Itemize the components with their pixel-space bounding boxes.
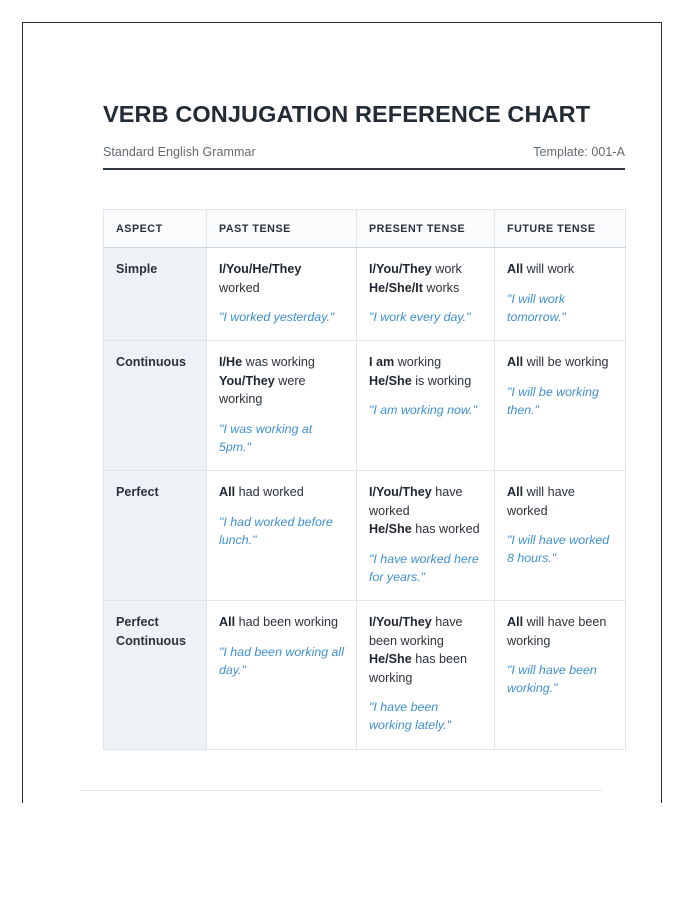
form-subject: I am xyxy=(369,355,395,370)
form-verb: will have been working xyxy=(507,615,607,648)
conjugation-form xyxy=(369,650,482,687)
example-sentence: "I had been working all day." xyxy=(219,644,344,677)
conjugation-form xyxy=(219,260,344,297)
conjugation-cell-past xyxy=(207,601,357,749)
document-meta-row xyxy=(103,145,625,170)
conjugation-table xyxy=(103,209,626,750)
table-row xyxy=(104,471,626,601)
example-sentence: "I had worked before lunch." xyxy=(219,514,333,547)
conjugation-form xyxy=(219,483,344,502)
form-verb: will work xyxy=(526,262,575,277)
aspect-label: Perfect Continuous xyxy=(104,601,207,749)
document-content xyxy=(103,101,625,750)
form-subject: He/She xyxy=(369,373,412,388)
form-verb: were working xyxy=(219,373,306,407)
form-verb: had worked xyxy=(238,485,304,500)
form-subject: I/You/They xyxy=(369,615,432,630)
table-row xyxy=(104,248,626,341)
conjugation-form xyxy=(369,372,482,391)
conjugation-cell-present xyxy=(357,601,495,749)
conjugation-forms xyxy=(369,353,482,390)
form-verb: is working xyxy=(415,373,472,388)
column-header-aspect: ASPECT xyxy=(104,210,207,248)
example-sentence: "I will work tomorrow." xyxy=(507,291,566,324)
conjugation-cell-present xyxy=(357,341,495,471)
form-verb: was working xyxy=(245,355,315,370)
form-verb: has been working xyxy=(369,652,468,685)
conjugation-form xyxy=(219,353,344,372)
conjugation-forms xyxy=(369,260,482,297)
conjugation-form xyxy=(369,520,482,539)
form-subject: I/You/They xyxy=(369,485,432,500)
conjugation-form xyxy=(369,260,482,279)
conjugation-form xyxy=(507,353,613,372)
conjugation-forms xyxy=(219,483,344,502)
conjugation-cell-future xyxy=(495,341,626,471)
conjugation-form xyxy=(369,279,482,298)
form-verb: worked xyxy=(219,280,260,295)
form-subject: All xyxy=(507,615,524,630)
form-verb: working xyxy=(397,355,442,370)
conjugation-forms xyxy=(369,483,482,539)
conjugation-forms xyxy=(507,353,613,372)
conjugation-forms xyxy=(507,613,613,650)
form-subject: I/You/He/They xyxy=(219,262,302,277)
column-header-future: FUTURE TENSE xyxy=(495,210,626,248)
conjugation-form xyxy=(219,613,344,632)
conjugation-forms xyxy=(219,613,344,632)
example-sentence: "I will be working then." xyxy=(507,384,599,417)
column-header-past: PAST TENSE xyxy=(207,210,357,248)
conjugation-forms xyxy=(507,483,613,520)
conjugation-form xyxy=(219,372,344,409)
form-subject: All xyxy=(507,262,524,277)
form-verb: works xyxy=(426,280,460,295)
form-verb: have worked xyxy=(369,485,463,518)
example-sentence: "I was working at 5pm." xyxy=(219,421,313,454)
example-sentence: "I will have been working." xyxy=(507,663,597,696)
conjugation-cell-present xyxy=(357,248,495,341)
conjugation-form xyxy=(369,483,482,520)
form-verb: will be working xyxy=(526,355,609,370)
conjugation-form xyxy=(369,613,482,650)
conjugation-cell-present xyxy=(357,471,495,601)
form-verb: had been working xyxy=(238,615,339,630)
aspect-label: Continuous xyxy=(104,341,207,471)
form-subject: He/She xyxy=(369,522,412,537)
column-header-present: PRESENT TENSE xyxy=(357,210,495,248)
table-body xyxy=(104,248,626,750)
conjugation-cell-future xyxy=(495,601,626,749)
form-subject: All xyxy=(219,615,236,630)
conjugation-cell-future xyxy=(495,471,626,601)
conjugation-forms xyxy=(219,260,344,297)
example-sentence: "I am working now." xyxy=(369,403,477,418)
conjugation-forms xyxy=(369,613,482,687)
document-subtitle: Standard English Grammar xyxy=(103,145,256,160)
conjugation-form xyxy=(507,483,613,520)
table-header-row xyxy=(104,210,626,248)
aspect-label: Perfect xyxy=(104,471,207,601)
conjugation-form xyxy=(507,613,613,650)
table-row xyxy=(104,601,626,749)
form-subject: I/He xyxy=(219,355,243,370)
example-sentence: "I work every day." xyxy=(369,310,471,325)
form-verb: work xyxy=(435,262,462,277)
form-subject: You/They xyxy=(219,373,275,388)
form-verb: will have worked xyxy=(507,485,575,518)
conjugation-forms xyxy=(507,260,613,279)
document-page xyxy=(22,22,662,803)
form-verb: have been working xyxy=(369,615,463,648)
conjugation-cell-past xyxy=(207,341,357,471)
form-subject: All xyxy=(219,485,236,500)
conjugation-form xyxy=(507,260,613,279)
form-subject: He/She xyxy=(369,652,412,667)
footer-divider xyxy=(80,790,602,791)
aspect-label: Simple xyxy=(104,248,207,341)
example-sentence: "I have been working lately." xyxy=(369,700,451,733)
page-title: VERB CONJUGATION REFERENCE CHART xyxy=(103,101,591,127)
form-verb: has worked xyxy=(415,522,480,537)
conjugation-cell-past xyxy=(207,248,357,341)
form-subject: All xyxy=(507,485,524,500)
template-id-label: Template: 001-A xyxy=(533,145,625,160)
example-sentence: "I worked yesterday." xyxy=(219,310,335,325)
form-subject: All xyxy=(507,355,524,370)
table-header xyxy=(104,210,626,248)
conjugation-cell-past xyxy=(207,471,357,601)
form-subject: He/She/It xyxy=(369,280,423,295)
conjugation-form xyxy=(369,353,482,372)
table-row xyxy=(104,341,626,471)
example-sentence: "I have worked here for years." xyxy=(369,551,479,584)
conjugation-forms xyxy=(219,353,344,409)
example-sentence: "I will have worked 8 hours." xyxy=(507,533,610,566)
conjugation-cell-future xyxy=(495,248,626,341)
form-subject: I/You/They xyxy=(369,262,432,277)
